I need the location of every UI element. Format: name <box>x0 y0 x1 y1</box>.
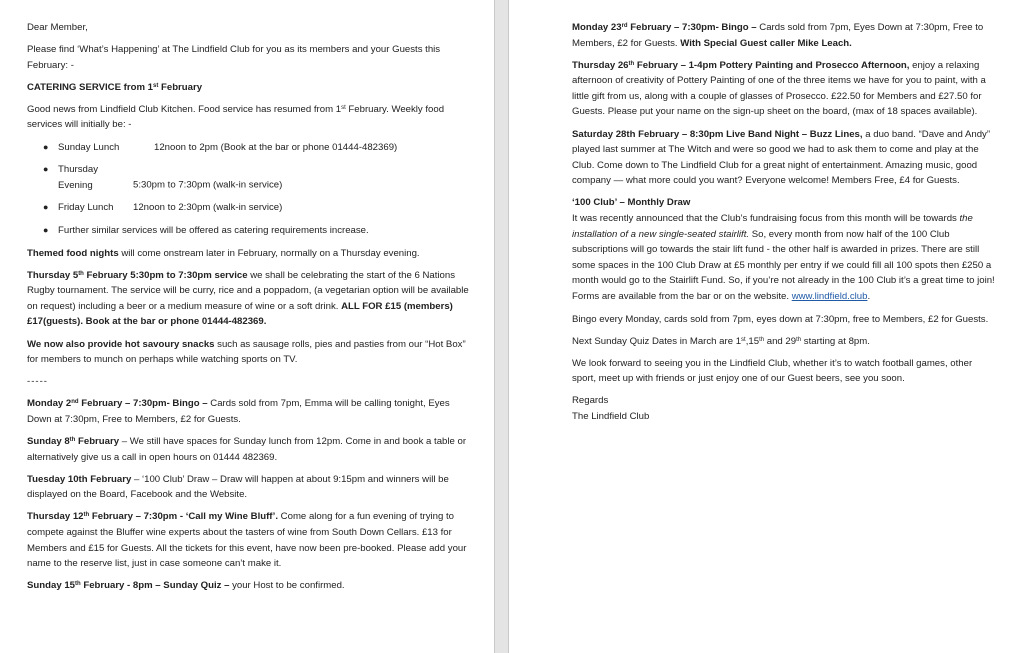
closing-paragraph: We look forward to seeing you in the Lindfield Club, whether it’s to watch football games, other sport, meet up with friends or just enjoy one of our Guest beers, see you soon. <box>572 357 973 385</box>
document-page-left <box>0 0 495 653</box>
list-item: ● Thursday Evening 5:30pm to 7:30pm (walk-in service) <box>43 164 283 191</box>
tuesday-10-paragraph: Tuesday 10th February – ‘100 Club’ Draw – Draw will happen at about 9:15pm and winners will be displayed on the Board, Facebook and the Website. <box>27 473 449 501</box>
saturday-28-paragraph: Saturday 28th February – 8:30pm Live Band Night – Buzz Lines, a duo band. “Dave and Andy” played last summer at The Witch and were so good we had to ask them to come and play at the Club. Come down to The Lindfield Club for a great night of entertainment. Amazing music, good company — what more could you want? Everyone welcome! Members Free, £4 for Guests. <box>572 128 991 187</box>
sunday-8-paragraph: Sunday 8th February – We still have spaces for Sunday lunch from 12pm. Come in and book a table or alternatively give us a call in open hours on 01444 482369. <box>27 435 467 463</box>
bullet-icon: ● <box>43 164 49 175</box>
hundred-club-heading: ‘100 Club’ – Monthly Draw <box>572 197 691 209</box>
website-link[interactable]: www.lindfield.club <box>791 291 868 302</box>
quiz-dates-paragraph: Next Sunday Quiz Dates in March are 1st,15th and 29th starting at 8pm. <box>572 335 870 347</box>
thursday-12-paragraph: Thursday 12th February – 7:30pm - ‘Call my Wine Bluff’. Come along for a fun evening of trying to compete against the Bluffer wine experts about the tasters of wine from South Down Cellars. £13 for Members and £15 for Guests. All the tickets for this event, have now been pre-booked. Please add your name to the reserve list, just in case someone can’t make it. <box>27 511 467 570</box>
list-item: ● Friday Lunch 12noon to 2:30pm (walk-in service) <box>56 200 472 216</box>
themed-nights-paragraph: Themed food nights will come onstream later in February, normally on a Thursday evening. <box>27 247 420 259</box>
bullet-icon: ● <box>43 224 49 235</box>
catering-heading: CATERING SERVICE from 1st February <box>27 81 203 93</box>
catering-intro: Good news from Lindfield Club Kitchen. Food service has resumed from 1st February. Weekly food services will initially be: - <box>27 103 445 131</box>
snacks-paragraph: We now also provide hot savoury snacks such as sausage rolls, pies and pasties from our “Hot Box” for members to munch on perhaps while watching sports on TV. <box>27 338 466 366</box>
bullet-icon: ● <box>43 141 49 152</box>
bingo-paragraph: Bingo every Monday, cards sold from 7pm, eyes down at 7:30pm, free to Members, £2 for Guests. <box>572 313 989 325</box>
services-list <box>27 140 472 239</box>
regards-text: Regards <box>572 395 609 407</box>
intro-paragraph: Please find ‘What’s Happening’ at The Lindfield Club for you as its members and your Guests this February: - <box>27 44 441 71</box>
monday-23-paragraph: Monday 23rd February – 7:30pm- Bingo – Cards sold from 7pm, Eyes Down at 7:30pm, Free to Members, £2 for Guests. With Special Guest caller Mike Leach. <box>572 22 984 49</box>
sign-off <box>572 393 996 424</box>
greeting: Dear Member, <box>27 22 88 33</box>
thursday-26-paragraph: Thursday 26th February – 1-4pm Pottery Painting and Prosecco Afternoon, enjoy a relaxing afternoon of creativity of Pottery Painting of one of the three items we have for you to paint, with a little gift from us, along with a couple of glasses of Prosecco. £22.50 for Members and £27.50 for Guests. Please put your name on the sign-up sheet on the board, (max of 18 spaces available). <box>572 59 986 118</box>
monday-2-paragraph: Monday 2nd February – 7:30pm- Bingo – Cards sold from 7pm, Emma will be calling tonight, Eyes Down at 7:30pm, Free to Members, £2 for Guests. <box>27 398 450 425</box>
thursday-5-paragraph: Thursday 5th February 5:30pm to 7:30pm service we shall be celebrating the start of the 6 Nations Rugby tournament. The service will be curry, rice and a poppadom, (a vegetarian option will be available on request) including a beer or a medium measure of wine or a soft drink. ALL FOR £15 (members) £17(guests). Book at the bar or phone 01444-482369. <box>27 269 469 328</box>
signature-text: The Lindfield Club <box>572 411 650 423</box>
hundred-club-section: ‘100 Club’ – Monthly Draw It was recently announced that the Club’s fundraising focus from this month will be towards the installation of a new single-seated stairlift. So, every month from now half of the 100 Club subscriptions will go towards the stair lift fund - the other half is awarded in prizes. There are still some spaces in the 100 Club Draw at £5 monthly per entry if we could fill all 100 spots then £250 a month would go to the Stairlift Fund. So, if you’re not already in the 100 Club it’s a great time to join! Forms are available from the bar or on the website. www.lindfield.club. <box>572 197 995 302</box>
document-page-right <box>508 0 1024 653</box>
sunday-15-paragraph: Sunday 15th February - 8pm – Sunday Quiz – your Host to be confirmed. <box>27 580 345 592</box>
separator: ----- <box>27 376 48 388</box>
list-item: ● Further similar services will be offered as catering requirements increase. <box>56 223 472 239</box>
list-item: ● Sunday Lunch 12noon to 2pm (Book at the bar or phone 01444-482369) <box>56 140 472 156</box>
bullet-icon: ● <box>43 202 49 213</box>
